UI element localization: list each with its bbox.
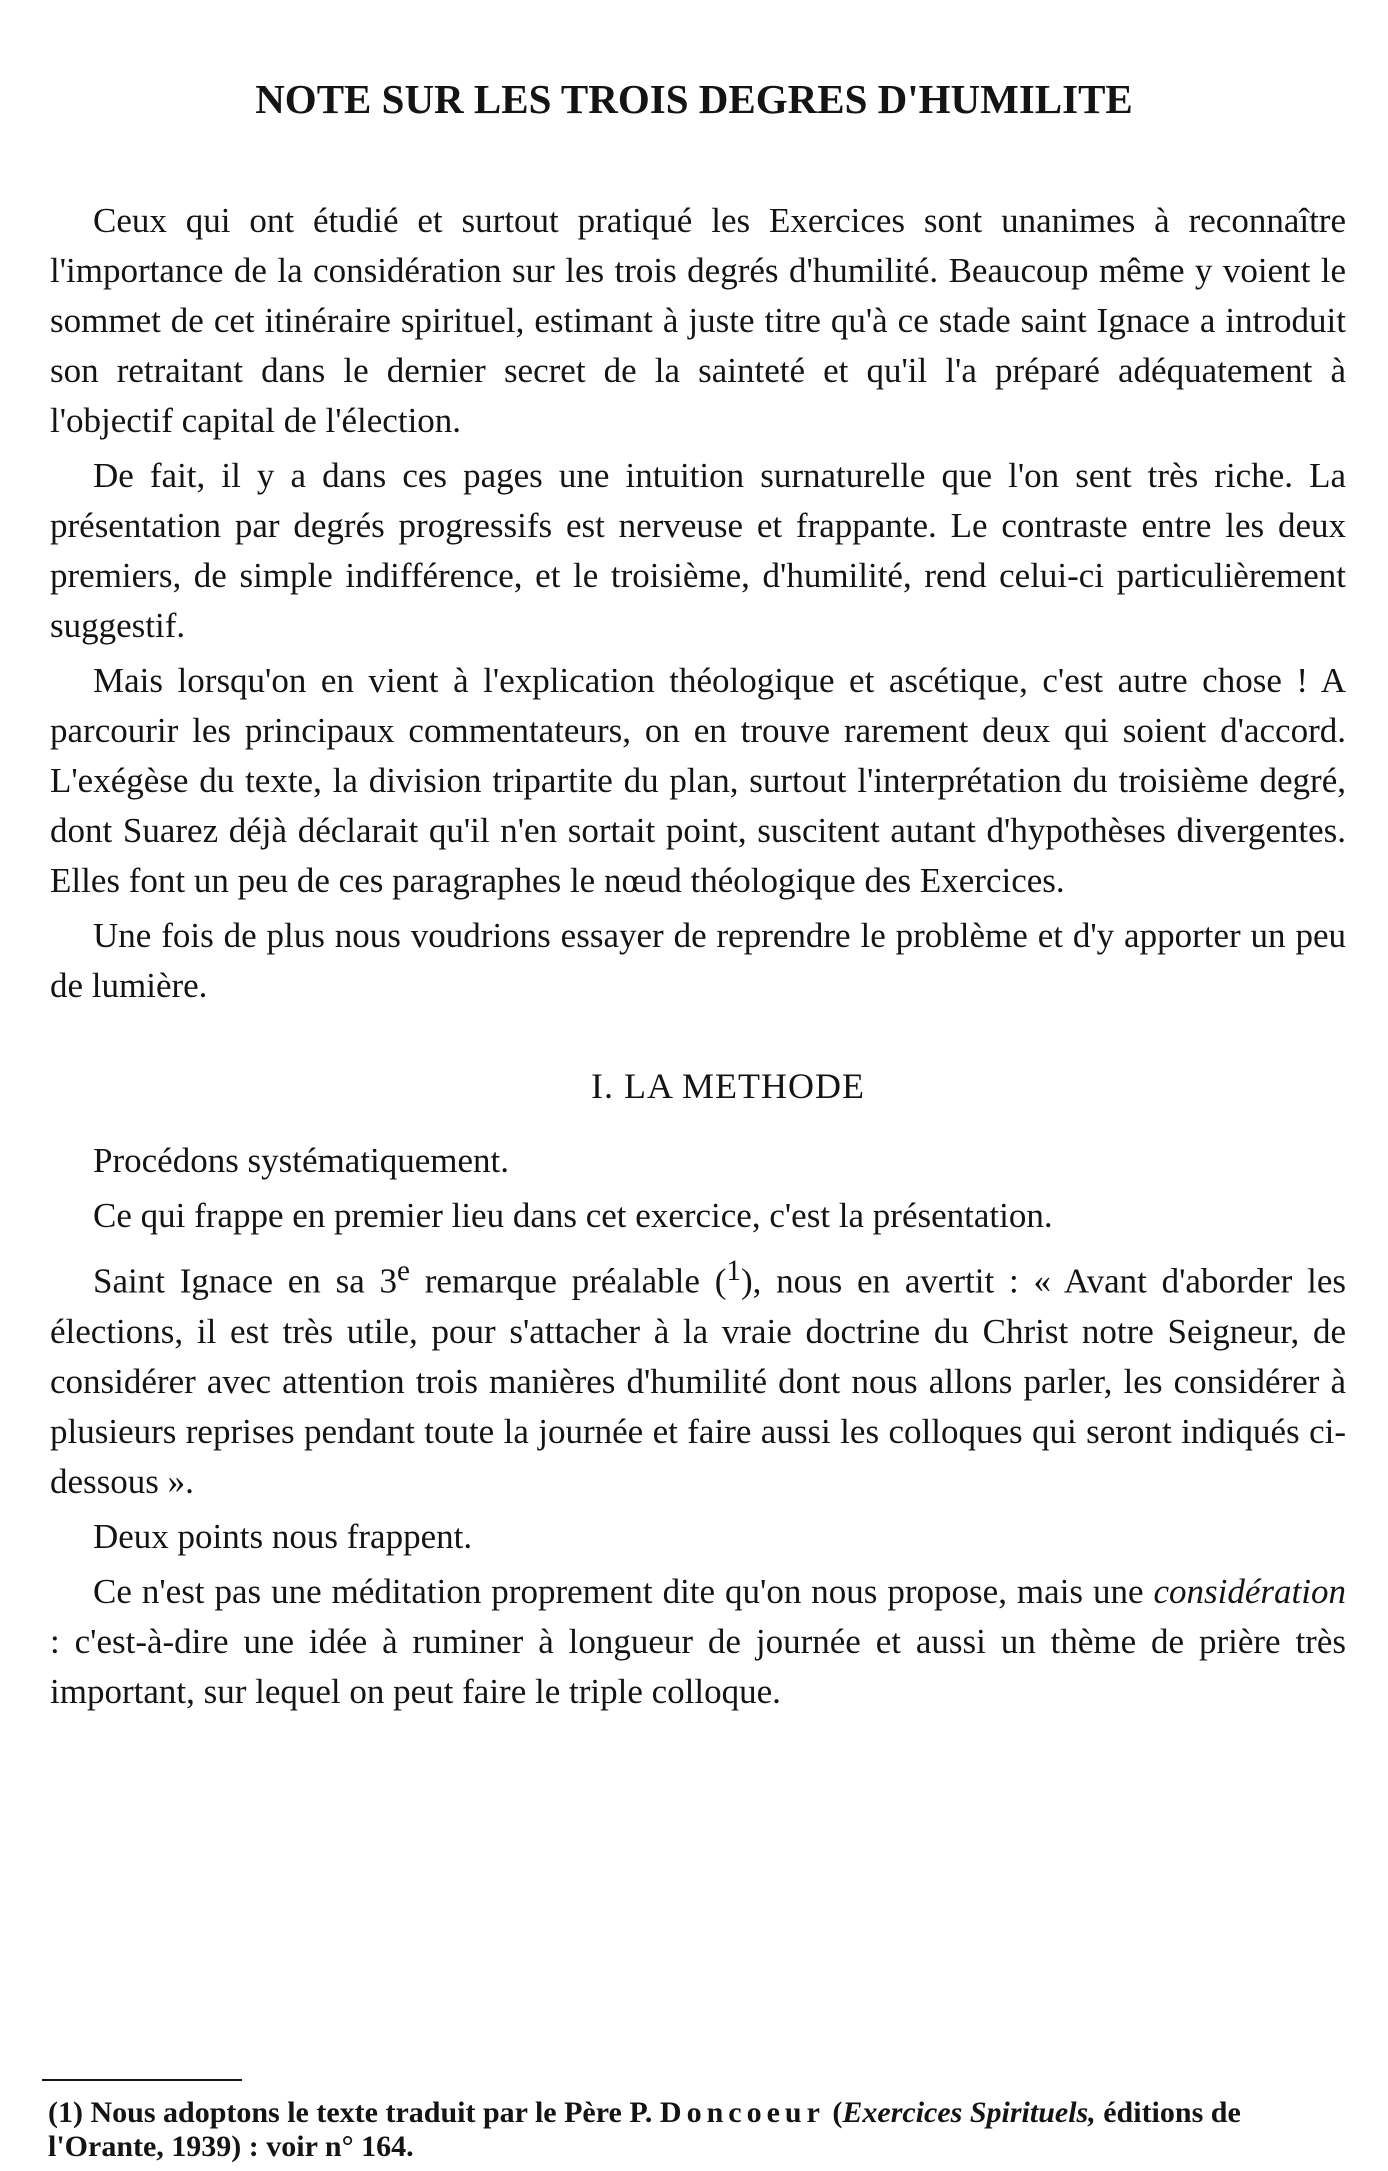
- section-heading: I. LA METHODE: [591, 1066, 865, 1106]
- paragraph-method-3-part-c: ), nous en avertit : « Avant d'aborder les élections, il est très utile, pour s'attacher à la vraie doctrine du Christ notre Seigneur, de considérer avec attention trois manières d'humilité dont nous allons parler, les considérer à plusieurs reprises pendant toute la journée et faire aussi les colloques qui seront indiqués ci-dessous ».: [50, 1261, 1346, 1501]
- ordinal-superscript: e: [397, 1255, 410, 1287]
- paragraph-intro-1: Ceux qui ont étudié et surtout pratiqué les Exercices sont unanimes à reconnaître l'importance de la considération sur les trois degrés d'humilité. Beaucoup même y voient le sommet de cet itinéraire spirituel, estimant à juste titre qu'à ce stade saint Ignace a introduit son retraitant dans le dernier secret de la sainteté et qu'il l'a préparé adéquatement à l'objectif capital de l'élection.: [50, 201, 1346, 440]
- paragraph-method-5-part-a: Ce n'est pas une méditation proprement dite qu'on nous propose, mais une: [93, 1571, 1154, 1611]
- footnote: [48, 2096, 1344, 2164]
- body-text: [50, 196, 1346, 1717]
- paragraph-method-4: Deux points nous frappent.: [93, 1516, 473, 1556]
- paragraph-method-3-part-a: Saint Ignace en sa 3: [93, 1261, 398, 1301]
- paragraph-method-5: [50, 1567, 1346, 1717]
- paragraph-method-2: Ce qui frappe en premier lieu dans cet exercice, c'est la présentation.: [93, 1196, 1053, 1235]
- footnote-part-a: (1) Nous adoptons le texte traduit par le Père P.: [48, 2096, 660, 2129]
- paragraph-intro-3: Mais lorsqu'on en vient à l'explication théologique et ascétique, c'est autre chose ! A parcourir les principaux commentateurs, on en trouve rarement deux qui soient d'accord. L'exégèse du texte, la division tripartite du plan, surtout l'interprétation du troisième degré, dont Suarez déjà déclarait qu'il n'en sortait point, suscitent autant d'hypothèses divergentes. Elles font un peu de ces paragraphes le nœud théologique des Exercices.: [50, 661, 1346, 900]
- footnote-divider: [42, 2079, 242, 2081]
- footnote-work-title: Exercices Spirituels,: [842, 2096, 1096, 2129]
- paragraph-intro-2: De fait, il y a dans ces pages une intuition surnaturelle que l'on sent très riche. La présentation par degrés progressifs est nerveuse et frappante. Le contraste entre les deux premiers, de simple indifférence, et le troisième, d'humilité, rend celui-ci particulièrement suggestif.: [50, 456, 1346, 645]
- paragraph-intro-4: Une fois de plus nous voudrions essayer de reprendre le problème et d'y apporter un peu de lumière.: [50, 916, 1346, 1005]
- paragraph-method-3: [50, 1246, 1346, 1507]
- footnote-part-c: éditions de l'Orante, 1939) : voir n° 164.: [48, 2096, 1241, 2163]
- page-title: NOTE SUR LES TROIS DEGRES D'HUMILITE: [255, 76, 1133, 122]
- paragraph-method-5-part-b: : c'est-à-dire une idée à ruminer à longueur de journée et aussi un thème de prière très important, sur lequel on peut faire le triple colloque.: [50, 1621, 1346, 1711]
- paragraph-method-3-part-b: remarque préalable (: [409, 1261, 727, 1301]
- footnote-author: Doncoeur: [659, 2096, 825, 2129]
- footnote-reference: 1: [726, 1255, 741, 1287]
- paragraph-method-1: Procédons systématiquement.: [93, 1141, 510, 1180]
- footnote-part-b: (: [824, 2096, 843, 2129]
- emphasized-term: considération: [1153, 1571, 1346, 1611]
